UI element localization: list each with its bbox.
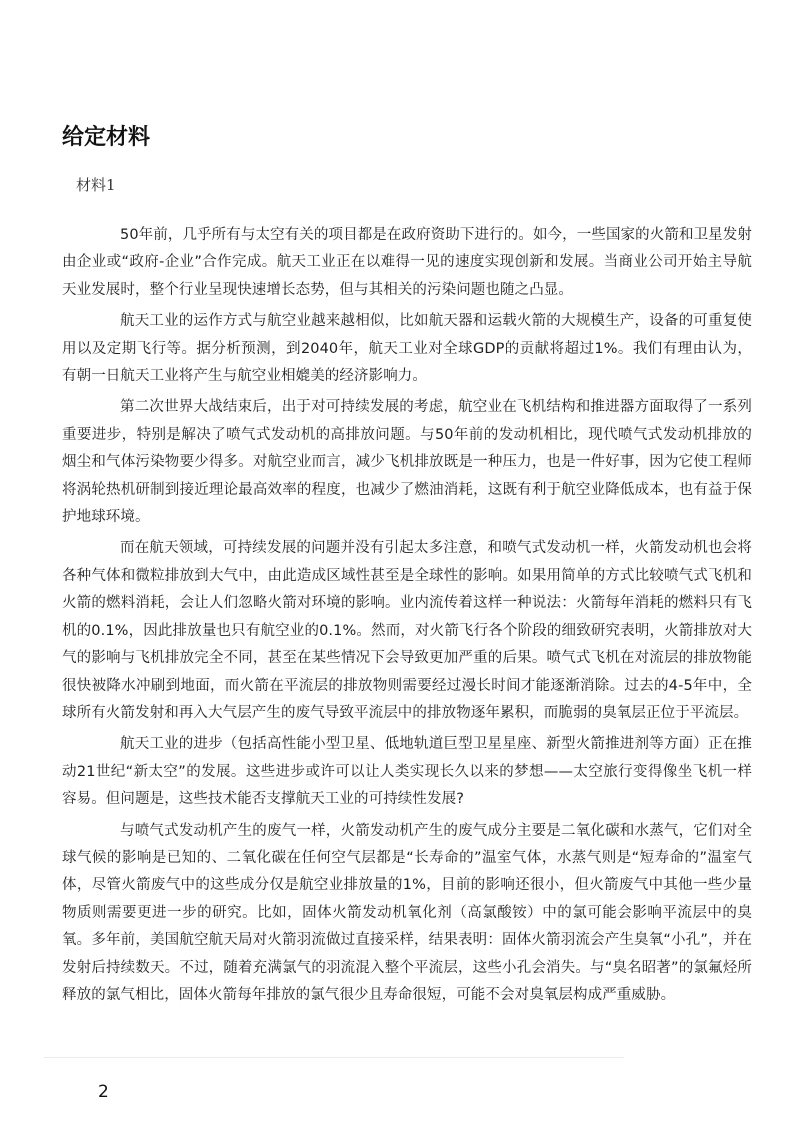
page-title: 给定材料 — [62, 125, 151, 150]
paragraph-2: 航天工业的运作方式与航空业越来越相似，比如航天器和运载火箭的大规模生产，设备的可重复使用以及定期飞行等。据分析预测，到2040年，航天工业对全球GDP的贡献将超过1%。我们有理由认为，有朝一日航天工业将产生与航空业相媲美的经济影响力。 — [62, 313, 752, 385]
paragraph-5: 航天工业的进步（包括高性能小型卫星、低地轨道巨型卫星星座、新型火箭推进剂等方面）正在推动21世纪“新太空”的发展。这些进步或许可以让人类实现长久以来的梦想——太空旅行变得像坐飞机一样容易。但问题是，这些技术能否支撑航天工业的可持续性发展? — [62, 736, 752, 808]
paragraph-6: 与喷气式发动机产生的废气一样，火箭发动机产生的废气成分主要是二氧化碳和水蒸气，它们对全球气候的影响是已知的、二氧化碳在任何空气层都是“长寿命的”温室气体，水蒸气则是“短寿命的”温室气体，尽管火箭废气中的这些成分仅是航空业排放量的1%，目前的影响还很小，但火箭废气中其他一些少量物质则需要更进一步的研究。比如，固体火箭发动机氧化剂（高氯酸铵）中的氯可能会影响平流层中的臭氧。多年前，美国航空航天局对火箭羽流做过直接采样，结果表明：固体火箭羽流会产生臭氧“小孔”，并在发射后持续数天。不过，随着充满氯气的羽流混入整个平流层，这些小孔会消失。与“臭名昭著”的氯氟烃所释放的氯气相比，固体火箭每年排放的氯气很少且寿命很短，可能不会对臭氧层构成严重威胁。 — [62, 822, 752, 1003]
paragraph-3: 第二次世界大战结束后，出于对可持续发展的考虑，航空业在飞机结构和推进器方面取得了一系列重要进步，特别是解决了喷气式发动机的高排放问题。与50年前的发动机相比，现代喷气式发动机排放的烟尘和气体污染物要少得多。对航空业而言，减少飞机排放既是一种压力，也是一件好事，因为它使工程师将涡轮热机研制到接近理论最高效率的程度，也减少了燃油消耗，这既有利于航空业降低成本，也有益于保护地球环境。 — [62, 399, 752, 526]
material-body — [62, 222, 752, 1013]
footer-divider — [44, 1057, 624, 1058]
material-label: 材料1 — [76, 176, 116, 194]
paragraph-4: 而在航天领域，可持续发展的问题并没有引起太多注意，和喷气式发动机一样，火箭发动机也会将各种气体和微粒排放到大气中，由此造成区域性甚至是全球性的影响。如果用简单的方式比较喷气式飞机和火箭的燃料消耗，会让人们忽略火箭对环境的影响。业内流传着这样一种说法：火箭每年消耗的燃料只有飞机的0.1%，因此排放量也只有航空业的0.1%。然而，对火箭飞行各个阶段的细致研究表明，火箭排放对大气的影响与飞机排放完全不同，甚至在某些情况下会导致更加严重的后果。喷气式飞机在对流层的排放物能很快被降水冲刷到地面，而火箭在平流层的排放物则需要经过漫长时间才能逐渐消除。过去的4-5年中，全球所有火箭发射和再入大气层产生的废气导致平流层中的排放物逐年累积，而脆弱的臭氧层正位于平流层。 — [62, 540, 752, 721]
paragraph-1: 50年前，几乎所有与太空有关的项目都是在政府资助下进行的。如今，一些国家的火箭和卫星发射由企业或“政府-企业”合作完成。航天工业正在以难得一见的速度实现创新和发展。当商业公司开始主导航天业发展时，整个行业呈现快速增长态势，但与其相关的污染问题也随之凸显。 — [62, 227, 752, 298]
page-number: 2 — [98, 1082, 109, 1102]
